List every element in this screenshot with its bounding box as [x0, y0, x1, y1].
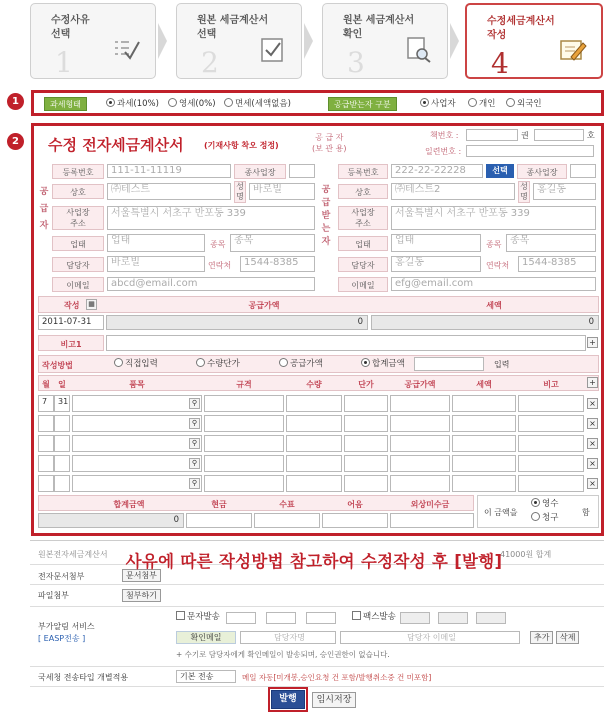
- radio-tax-10[interactable]: 과세(10%): [106, 97, 159, 111]
- item-cell[interactable]: [344, 395, 388, 412]
- item-cell[interactable]: [54, 435, 70, 452]
- receiver-type-label: 공급받는자 구분: [328, 97, 397, 111]
- radio-off-icon: [279, 358, 288, 367]
- step-arrow: [450, 23, 459, 59]
- col-day: 일: [58, 380, 66, 389]
- receiver-reg-label: 등록번호: [338, 164, 388, 179]
- issue-button[interactable]: 발행: [271, 690, 305, 709]
- receiver-item-label: 종목: [486, 240, 502, 249]
- radio-off-icon: [506, 98, 515, 107]
- row-nts-type: [30, 667, 604, 687]
- receiver-name-label: 상호: [338, 184, 388, 199]
- credit-input[interactable]: [390, 513, 474, 528]
- cash-label: 현금: [211, 500, 227, 509]
- supplier-name-label: 상호: [52, 184, 104, 199]
- invoice-title: 수정 전자세금계산서: [48, 136, 184, 154]
- temp-save-button[interactable]: 임시저장: [312, 692, 356, 708]
- step-3-number: 3: [347, 46, 365, 79]
- amount-label: 이 금액을: [484, 508, 518, 517]
- check-input[interactable]: [254, 513, 320, 528]
- col-item: 품목: [129, 380, 145, 389]
- sms-phone-2[interactable]: [266, 612, 296, 624]
- totals-label: 합계금액: [113, 500, 145, 509]
- step-4-title: 수정세금계산서 작성: [487, 16, 555, 41]
- item-cell[interactable]: [286, 475, 342, 492]
- delete-row-icon[interactable]: ×: [587, 398, 598, 409]
- supplier-email-label: 이메일: [52, 277, 104, 292]
- supplier-manager-label: 담당자: [52, 257, 104, 272]
- item-cell[interactable]: [38, 435, 54, 452]
- col-supply: 공급가액: [404, 380, 436, 389]
- receiver-sub-input[interactable]: [570, 164, 596, 178]
- supplier-contact-input[interactable]: 1544-8385: [240, 256, 315, 272]
- supplier-manager-input[interactable]: 바로빌: [107, 256, 205, 272]
- radio-off-icon: [531, 512, 540, 521]
- radio-off-icon: [114, 358, 123, 367]
- nts-type-note: 메일 자동[미개봉,승인요청 건 포함/발행취소중 건 미포함]: [242, 673, 432, 682]
- supplier-reg-input[interactable]: 111-11-11119: [107, 164, 231, 178]
- item-cell[interactable]: [452, 435, 516, 452]
- item-cell[interactable]: [38, 415, 54, 432]
- receiver-biz-input[interactable]: 업태: [391, 234, 481, 252]
- book-no-input-2[interactable]: [534, 129, 584, 141]
- item-cell[interactable]: [38, 455, 54, 472]
- write-date-label: 작성: [64, 301, 80, 310]
- fax-checkbox[interactable]: 팩스발송: [352, 610, 396, 624]
- note-input[interactable]: [106, 335, 586, 351]
- row2-label: 전자문서첨부: [38, 572, 85, 581]
- fax-no-2[interactable]: [438, 612, 468, 624]
- col-tax: 세액: [476, 380, 492, 389]
- method-input-button[interactable]: 입력: [494, 360, 510, 369]
- row5-label: 국세청 전송타입 개별적용: [38, 673, 129, 682]
- search-icon[interactable]: ⚲: [189, 418, 200, 429]
- radio-off-icon: [168, 98, 177, 107]
- item-cell[interactable]: [204, 435, 284, 452]
- method-unit-price-radio[interactable]: 수량단가: [196, 357, 240, 371]
- delete-row-icon[interactable]: ×: [587, 438, 598, 449]
- receiver-email-input[interactable]: efg@email.com: [391, 277, 596, 291]
- search-icon[interactable]: ⚲: [189, 478, 200, 489]
- document-edit-icon: [557, 35, 587, 65]
- radio-foreigner[interactable]: 외국인: [506, 97, 542, 111]
- radio-on-icon: [361, 358, 370, 367]
- radio-on-icon: [106, 98, 115, 107]
- item-cell[interactable]: [390, 395, 450, 412]
- supplier-email-input[interactable]: abcd@email.com: [107, 277, 315, 291]
- method-supply-radio[interactable]: 공급가액: [279, 357, 323, 371]
- item-cell[interactable]: [344, 455, 388, 472]
- search-icon[interactable]: ⚲: [189, 398, 200, 409]
- item-cell[interactable]: [204, 475, 284, 492]
- total-value: 0: [38, 513, 184, 528]
- item-cell[interactable]: [38, 475, 54, 492]
- item-cell[interactable]: [286, 395, 342, 412]
- supplier-name-input[interactable]: ㈜테스트: [107, 183, 231, 200]
- supplier-rep-input[interactable]: 바로빌: [249, 183, 315, 200]
- item-cell[interactable]: [390, 475, 450, 492]
- supplier-contact-label: 연락처: [208, 261, 232, 270]
- item-cell[interactable]: 31: [54, 395, 70, 412]
- item-cell[interactable]: [72, 415, 202, 432]
- search-icon[interactable]: ⚲: [189, 458, 200, 469]
- section-badge-2: 2: [7, 133, 24, 150]
- step-2-title: 원본 세금계산서 선택: [197, 15, 269, 40]
- method-total-radio[interactable]: 합계금액: [361, 357, 405, 371]
- search-icon[interactable]: ⚲: [189, 438, 200, 449]
- calendar-icon[interactable]: ▦: [86, 299, 97, 310]
- bill-input[interactable]: [322, 513, 388, 528]
- receiver-contact-label: 연락처: [486, 261, 510, 270]
- step-4: [465, 3, 603, 79]
- step-4-number: 4: [491, 47, 509, 80]
- book-no-label: 책번호 :: [430, 131, 459, 140]
- row3-label: 파일첨부: [38, 591, 69, 600]
- item-cell[interactable]: [286, 455, 342, 472]
- item-cell[interactable]: [518, 455, 584, 472]
- supply-amount-value: 0: [106, 315, 368, 330]
- receiver-select-button[interactable]: 선택: [486, 164, 514, 178]
- supplier-sub-input[interactable]: [289, 164, 315, 178]
- supplier-biz-input[interactable]: 업태: [107, 234, 205, 252]
- tax-type-label: 과세형태: [44, 97, 87, 111]
- doc-attach-button[interactable]: 문서첨부: [122, 569, 161, 582]
- book-no-input[interactable]: [466, 129, 518, 141]
- radio-on-icon: [420, 98, 429, 107]
- item-cell[interactable]: [54, 455, 70, 472]
- sms-phone-1[interactable]: [226, 612, 256, 624]
- manager-name-input[interactable]: 담당자명: [240, 631, 336, 644]
- document-search-icon: [403, 34, 433, 64]
- item-cell[interactable]: [518, 395, 584, 412]
- credit-label: 외상미수금: [410, 500, 450, 509]
- supply-amount-header: 공급가액: [248, 301, 280, 310]
- serial-label: 일련번호 :: [425, 147, 462, 156]
- amount-header-row: [38, 296, 599, 313]
- delete-row-icon[interactable]: ×: [587, 458, 598, 469]
- item-cell[interactable]: [390, 435, 450, 452]
- book-unit-2: 호: [587, 131, 595, 140]
- receipt-radio[interactable]: 영수: [531, 497, 558, 511]
- item-cell[interactable]: [452, 395, 516, 412]
- step-1-title: 수정사유 선택: [51, 15, 90, 40]
- book-unit-1: 권: [521, 131, 529, 140]
- amount-suffix: 함: [582, 508, 590, 517]
- item-cell[interactable]: [286, 435, 342, 452]
- add-note-button[interactable]: +: [587, 337, 598, 348]
- supplier-item-input[interactable]: 종목: [230, 234, 315, 252]
- step-3-title: 원본 세금계산서 확인: [343, 15, 415, 40]
- receiver-item-input[interactable]: 종목: [506, 234, 596, 252]
- tax-amount-header: 세액: [486, 301, 502, 310]
- supplier-side-label: 공 급 자: [39, 187, 49, 231]
- row1-right: 41000원 합계: [500, 550, 552, 559]
- receiver-reg-input[interactable]: 222-22-22228: [391, 164, 483, 178]
- nts-type-select[interactable]: 기본 전송: [176, 670, 236, 683]
- supplier-sub-label: 종사업장: [234, 164, 286, 179]
- supplier-addr-input[interactable]: 서울특별시 서초구 반포동 339: [107, 206, 315, 230]
- item-cell[interactable]: [204, 415, 284, 432]
- row1-label: 원본전자세금계산서: [38, 550, 108, 559]
- fax-no-1[interactable]: [400, 612, 430, 624]
- invoice-form: [31, 123, 604, 536]
- item-cell[interactable]: [344, 475, 388, 492]
- step-1: [30, 3, 156, 79]
- sms-phone-3[interactable]: [306, 612, 336, 624]
- col-unit-price: 단가: [358, 380, 374, 389]
- item-cell[interactable]: [390, 415, 450, 432]
- copy-label: 공 급 자 (보 관 용): [312, 133, 347, 153]
- checkbox-icon: [176, 611, 185, 620]
- step-arrow: [304, 23, 313, 59]
- item-cell[interactable]: [452, 415, 516, 432]
- item-cell[interactable]: [204, 395, 284, 412]
- checklist-icon: [111, 34, 141, 64]
- add-row-button[interactable]: +: [587, 377, 598, 388]
- col-month: 월: [42, 380, 50, 389]
- item-cell[interactable]: [72, 455, 202, 472]
- bill-label: 어음: [347, 500, 363, 509]
- radio-off-icon: [468, 98, 477, 107]
- supplier-reg-label: 등록번호: [52, 164, 104, 179]
- item-cell[interactable]: [518, 435, 584, 452]
- row-notify-service: [30, 607, 604, 667]
- file-attach-button[interactable]: 첨부하기: [122, 589, 161, 602]
- radio-off-icon: [224, 98, 233, 107]
- write-date-input[interactable]: 2011-07-31: [38, 315, 104, 330]
- receiver-rep-input[interactable]: 홍길동: [533, 183, 596, 200]
- row-file-attach: [30, 585, 604, 607]
- invoice-title-note: (기재사항 착오 정정): [204, 141, 279, 150]
- notify-note: + 수기로 담당자에게 확인메일이 발송되며, 승인권한이 없습니다.: [176, 650, 390, 659]
- col-qty: 수량: [306, 380, 322, 389]
- item-cell[interactable]: [518, 475, 584, 492]
- document-check-icon: [257, 34, 287, 64]
- method-label: 작성방법: [42, 361, 73, 370]
- type-selection-box: [31, 90, 604, 116]
- manager-email-input[interactable]: 담당자 이메일: [340, 631, 520, 644]
- row4-label: 부가알림 서비스: [38, 622, 95, 631]
- sms-checkbox[interactable]: 문자발송: [176, 610, 220, 624]
- receiver-manager-input[interactable]: 홍길동: [391, 256, 481, 272]
- row4-sub: [ EASP전송 ]: [38, 634, 86, 643]
- step-2-number: 2: [201, 46, 219, 79]
- instruction-overlay: 사유에 따른 작성방법 참고하여 수정작성 후 [발행]: [125, 552, 503, 571]
- radio-on-icon: [531, 498, 540, 507]
- supplier-item-label: 종목: [210, 240, 226, 249]
- radio-off-icon: [196, 358, 205, 367]
- receiver-addr-input[interactable]: 서울특별시 서초구 반포동 339: [391, 206, 596, 230]
- claim-radio[interactable]: 청구: [531, 511, 558, 525]
- receiver-contact-input[interactable]: 1544-8385: [518, 256, 596, 272]
- cash-input[interactable]: [186, 513, 252, 528]
- add-manager-button[interactable]: 추가: [530, 631, 553, 644]
- total-amount-input[interactable]: [414, 357, 484, 371]
- tax-amount-value: 0: [371, 315, 599, 330]
- item-cell[interactable]: [54, 415, 70, 432]
- confirm-mail-label: 확인메일: [176, 631, 236, 644]
- serial-input[interactable]: [466, 145, 594, 157]
- receiver-email-label: 이메일: [338, 277, 388, 292]
- receiver-rep-label: 성 명: [518, 181, 530, 203]
- item-cell[interactable]: [390, 455, 450, 472]
- item-cell[interactable]: [452, 475, 516, 492]
- step-arrow: [158, 23, 167, 59]
- section-badge-1: 1: [7, 93, 24, 110]
- item-cell[interactable]: [72, 395, 202, 412]
- item-cell[interactable]: [72, 435, 202, 452]
- step-1-number: 1: [55, 46, 73, 79]
- note-label: 비고1: [60, 340, 82, 349]
- supplier-rep-label: 성 명: [234, 181, 246, 203]
- radio-tax-0[interactable]: 영세(0%): [168, 97, 216, 111]
- receiver-sub-label: 종사업장: [517, 164, 567, 179]
- delete-row-icon[interactable]: ×: [587, 418, 598, 429]
- col-spec: 규격: [236, 380, 252, 389]
- col-remark: 비고: [543, 380, 559, 389]
- receiver-addr-label: 사업장 주소: [338, 206, 388, 230]
- item-cell[interactable]: [344, 435, 388, 452]
- receiver-biz-label: 업태: [338, 236, 388, 251]
- item-cell[interactable]: [54, 475, 70, 492]
- radio-individual[interactable]: 개인: [468, 97, 495, 111]
- receiver-manager-label: 담당자: [338, 257, 388, 272]
- method-direct-radio[interactable]: 직접입력: [114, 357, 158, 371]
- checkbox-icon: [352, 611, 361, 620]
- radio-business[interactable]: 사업자: [420, 97, 456, 111]
- step-progress: [30, 3, 604, 81]
- item-cell[interactable]: [518, 415, 584, 432]
- step-3: [322, 3, 448, 79]
- supplier-biz-label: 업태: [52, 236, 104, 251]
- item-cell[interactable]: 7: [38, 395, 54, 412]
- supplier-addr-label: 사업장 주소: [52, 206, 104, 230]
- check-label: 수표: [279, 500, 295, 509]
- radio-tax-exempt[interactable]: 면세(세액없음): [224, 97, 291, 111]
- step-2: [176, 3, 302, 79]
- fax-no-3[interactable]: [476, 612, 506, 624]
- item-cell[interactable]: [286, 415, 342, 432]
- item-cell[interactable]: [344, 415, 388, 432]
- receiver-side-label: 공 급 받 는 자: [321, 185, 331, 247]
- item-cell[interactable]: [72, 475, 202, 492]
- item-cell[interactable]: [452, 455, 516, 472]
- receiver-name-input[interactable]: ㈜테스트2: [391, 183, 515, 200]
- delete-row-icon[interactable]: ×: [587, 478, 598, 489]
- delete-manager-button[interactable]: 삭제: [556, 631, 579, 644]
- item-cell[interactable]: [204, 455, 284, 472]
